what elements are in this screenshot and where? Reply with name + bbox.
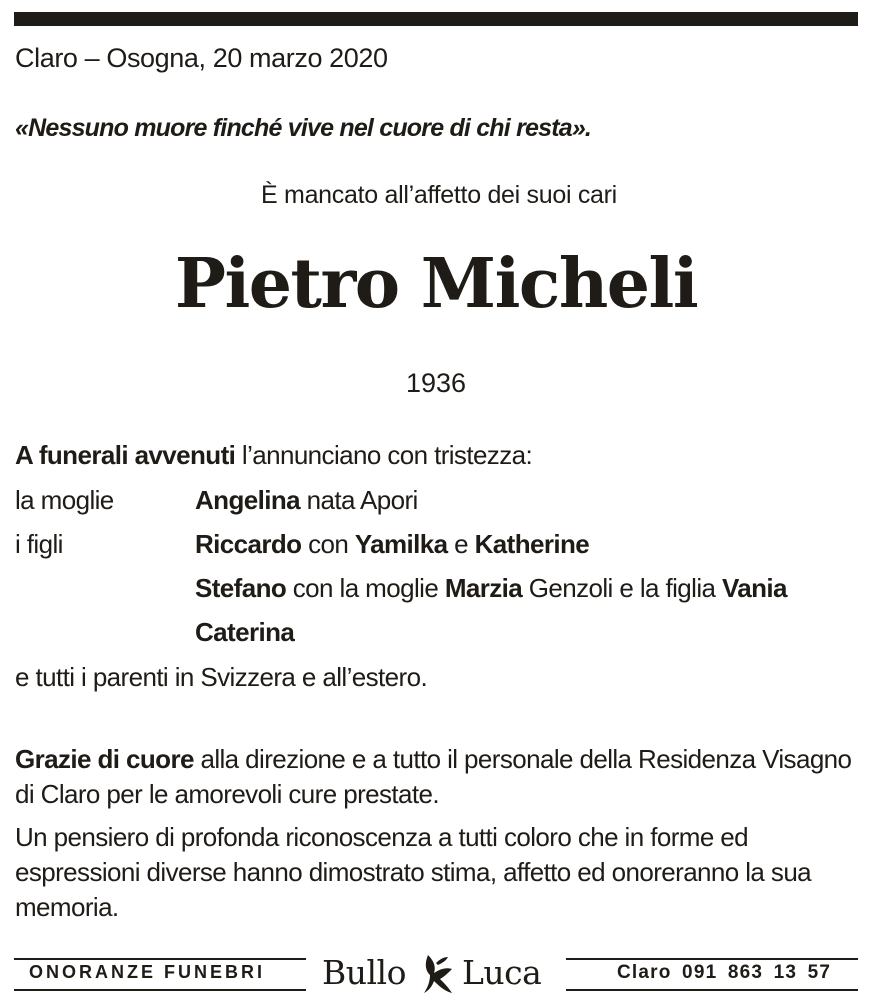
wife-entry — [195, 485, 418, 516]
footer-rule-left-bottom — [14, 989, 306, 991]
child2-wife: Marzia — [444, 573, 523, 603]
logo-word-right: Luca — [462, 953, 542, 992]
child-entry-1 — [195, 529, 589, 560]
footer-contact: Claro 091 863 13 57 — [617, 962, 832, 983]
bird-icon — [422, 951, 458, 995]
intro-line: È mancato all’affetto dei suoi cari — [261, 181, 617, 209]
wife-label: la moglie — [15, 485, 114, 515]
announcement-lead — [15, 440, 532, 471]
child2-with: con la moglie — [286, 573, 445, 603]
child-entry-2 — [195, 573, 787, 604]
announcement-lead-rest: l’annunciano con tristezza: — [235, 440, 533, 470]
child1-partner: Yamilka — [354, 529, 448, 559]
announcement-lead-bold: A funerali avvenuti — [15, 440, 236, 470]
child1-with: con — [301, 529, 355, 559]
thanks-bold: Grazie di cuore — [15, 744, 194, 774]
wife-maiden: nata Apori — [300, 485, 418, 515]
funeral-home-logo — [322, 953, 554, 995]
thought-paragraph: Un pensiero di profonda riconoscenza a tutti coloro che in forme ed espressioni diverse hanno dimostrato stima, affetto ed onoreranno la sua memoria. — [15, 822, 812, 922]
footer-rule-left-top — [14, 958, 306, 960]
child1-partner2: Katherine — [474, 529, 590, 559]
child1-name: Riccardo — [195, 529, 302, 559]
thanks-paragraph — [15, 742, 855, 812]
relatives-line: e tutti i parenti in Svizzera e all’estero. — [15, 662, 428, 692]
deceased-name: Pietro Micheli — [174, 244, 698, 324]
epigraph-quote: «Nessuno muore finché vive nel cuore di chi resta». — [15, 114, 592, 142]
footer-rule-right-top — [566, 958, 858, 960]
child2-daughter-line2: Caterina — [195, 617, 295, 647]
footer-funeral-services: ONORANZE FUNEBRI — [29, 962, 265, 982]
child1-and: e — [447, 529, 475, 559]
children-label: i figli — [15, 529, 63, 559]
logo-word-left: Bullo — [322, 953, 406, 992]
top-rule — [14, 12, 858, 26]
child2-rest: Genzoli e la figlia — [522, 573, 722, 603]
child2-daughter: Vania — [721, 573, 787, 603]
wife-name: Angelina — [195, 485, 300, 515]
birth-year: 1936 — [405, 368, 467, 398]
thanks-rest: alla direzione e a tutto il personale della Residenza Visagno di Claro per le amorevoli cure prestate. — [15, 744, 852, 809]
place-date: Claro – Osogna, 20 marzo 2020 — [15, 43, 388, 73]
child2-name: Stefano — [195, 573, 287, 603]
footer-rule-right-bottom — [566, 989, 858, 991]
